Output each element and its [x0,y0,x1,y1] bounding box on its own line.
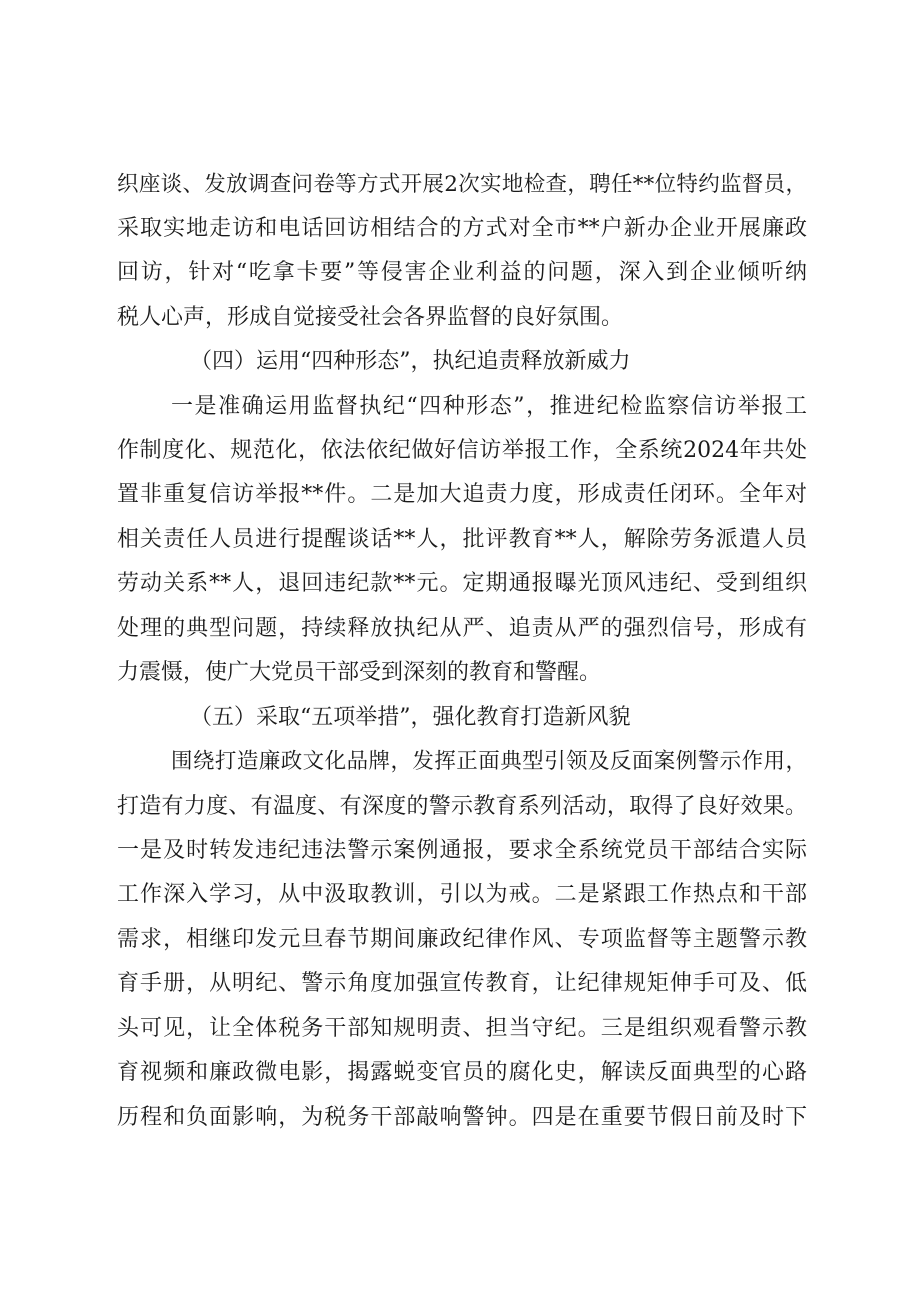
section-heading-4: （四）运用“四种形态”，执纪追责释放新威力 [190,349,631,374]
body-text-line: 回访，针对“吃拿卡要”等侵害企业利益的问题，深入到企业倾听纳 [117,260,807,285]
body-text-line: 力震慑，使广大党员干部受到深刻的教育和警醒。 [117,660,602,685]
body-text-line: 一是准确运用监督执纪“四种形态”，推进纪检监察信访举报工 [171,394,807,419]
body-text-line: 相关责任人员进行提醒谈话**人，批评教育**人，解除劳务派遣人员 [117,527,807,552]
body-text-line: 一是及时转发违纪违法警示案例通报，要求全系统党员干部结合实际 [117,838,807,863]
body-text-line: 头可见，让全体税务干部知规明责、担当守纪。三是组织观看警示教 [117,1016,807,1041]
section-heading-5: （五）采取“五项举措”，强化教育打造新风貌 [190,705,631,730]
body-text-line: 劳动关系**人，退回违纪款**元。定期通报曝光顶风违纪、受到组织 [117,571,807,596]
body-text-line: 采取实地走访和电话回访相结合的方式对全市**户新办企业开展廉政 [117,216,807,241]
body-text-line: 打造有力度、有温度、有深度的警示教育系列活动，取得了良好效果。 [117,794,807,819]
body-text-line: 工作深入学习，从中汲取教训，引以为戒。二是紧跟工作热点和干部 [117,882,807,907]
body-text-line: 作制度化、规范化，依法依纪做好信访举报工作，全系统2024年共处 [117,438,807,463]
body-text-line: 围绕打造廉政文化品牌，发挥正面典型引领及反面案例警示作用， [171,749,807,774]
body-text-line: 育视频和廉政微电影，揭露蜕变官员的腐化史，解读反面典型的心路 [117,1060,807,1085]
body-text-line: 育手册，从明纪、警示角度加强宣传教育，让纪律规矩伸手可及、低 [117,971,807,996]
body-text-line: 置非重复信访举报**件。二是加大追责力度，形成责任闭环。全年对 [117,482,807,507]
body-text-line: 需求，相继印发元旦春节期间廉政纪律作风、专项监督等主题警示教 [117,927,807,952]
body-text-line: 历程和负面影响，为税务干部敲响警钟。四是在重要节假日前及时下 [117,1105,807,1130]
body-text-line: 处理的典型问题，持续释放执纪从严、追责从严的强烈信号，形成有 [117,616,807,641]
body-text-line: 织座谈、发放调查问卷等方式开展2次实地检查，聘任**位特约监督员， [117,172,807,197]
body-text-line: 税人心声，形成自觉接受社会各界监督的良好氛围。 [117,305,624,330]
